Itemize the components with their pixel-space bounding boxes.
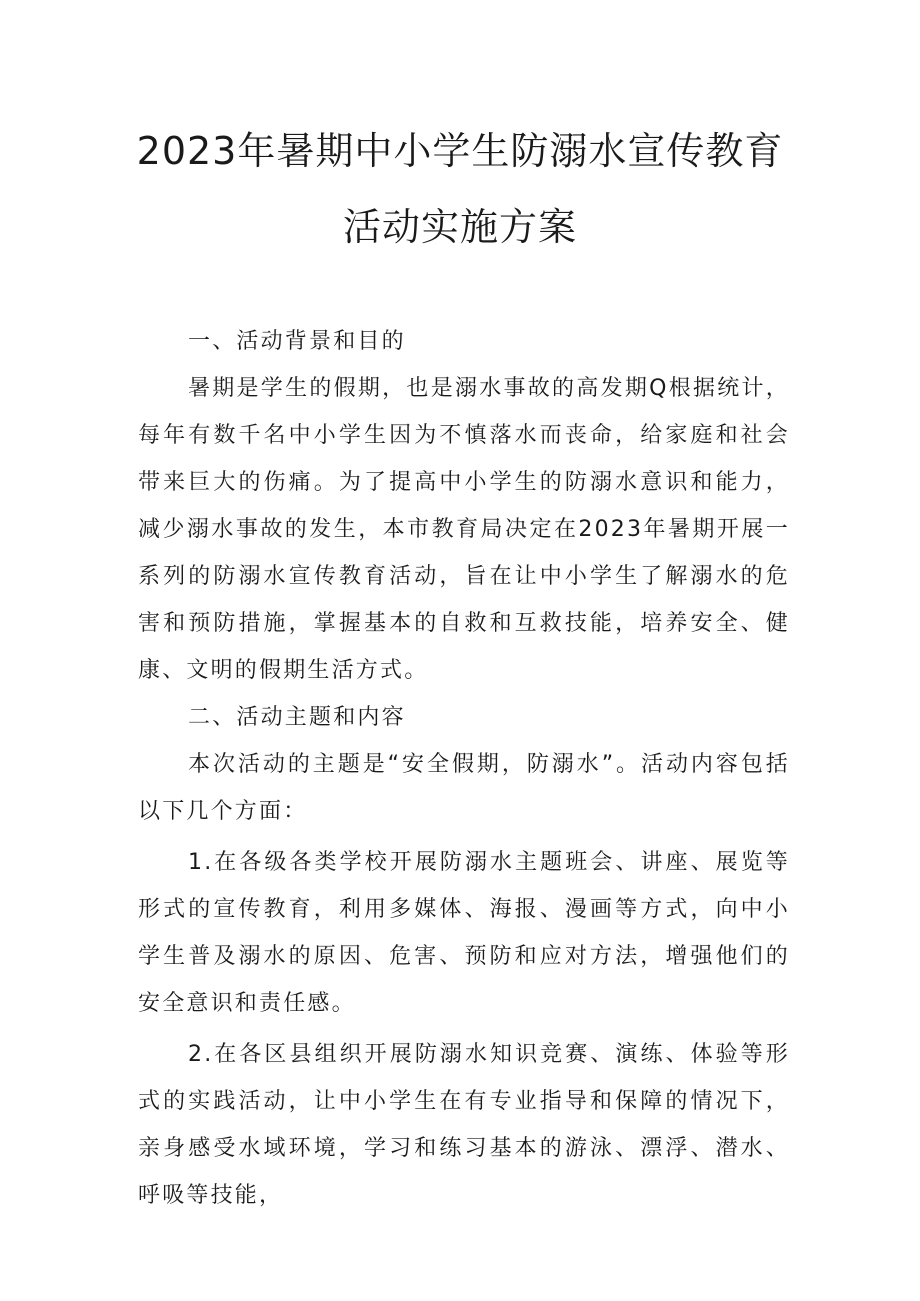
document-body — [138, 318, 790, 1219]
paragraph-item-1: 1.在各级各类学校开展防溺水主题班会、讲座、展览等形式的宣传教育，利用多媒体、海报、漫画等方式，向中小学生普及溺水的原因、危害、预防和应对方法，增强他们的安全意识和责任感。 — [138, 850, 790, 1016]
document-title-line-2: 活动实施方案 — [342, 205, 577, 249]
paragraph-item-2: 2.在各区县组织开展防溺水知识竞赛、演练、体验等形式的实践活动，让中小学生在有专业指导和保障的情况下，亲身感受水域环境，学习和练习基本的游泳、漂浮、潜水、呼吸等技能， — [138, 1042, 790, 1208]
document-title-line-1: 2023年暑期中小学生防溺水宣传教育 — [136, 129, 784, 173]
section-heading-background: 一、活动背景和目的 — [188, 329, 406, 354]
paragraph-background: 暑期是学生的假期，也是溺水事故的高发期Q根据统计，每年有数千名中小学生因为不慎落水而丧命，给家庭和社会带来巨大的伤痛。为了提高中小学生的防溺水意识和能力，减少溺水事故的发生，本市教育局决定在2023年暑期开展一系列的防溺水宣传教育活动，旨在让中小学生了解溺水的危害和预防措施，掌握基本的自救和互救技能，培养安全、健康、文明的假期生活方式。 — [138, 376, 790, 683]
section-heading-theme: 二、活动主题和内容 — [188, 705, 406, 730]
paragraph-theme-intro: 本次活动的主题是“安全假期，防溺水”。活动内容包括以下几个方面： — [138, 752, 790, 824]
